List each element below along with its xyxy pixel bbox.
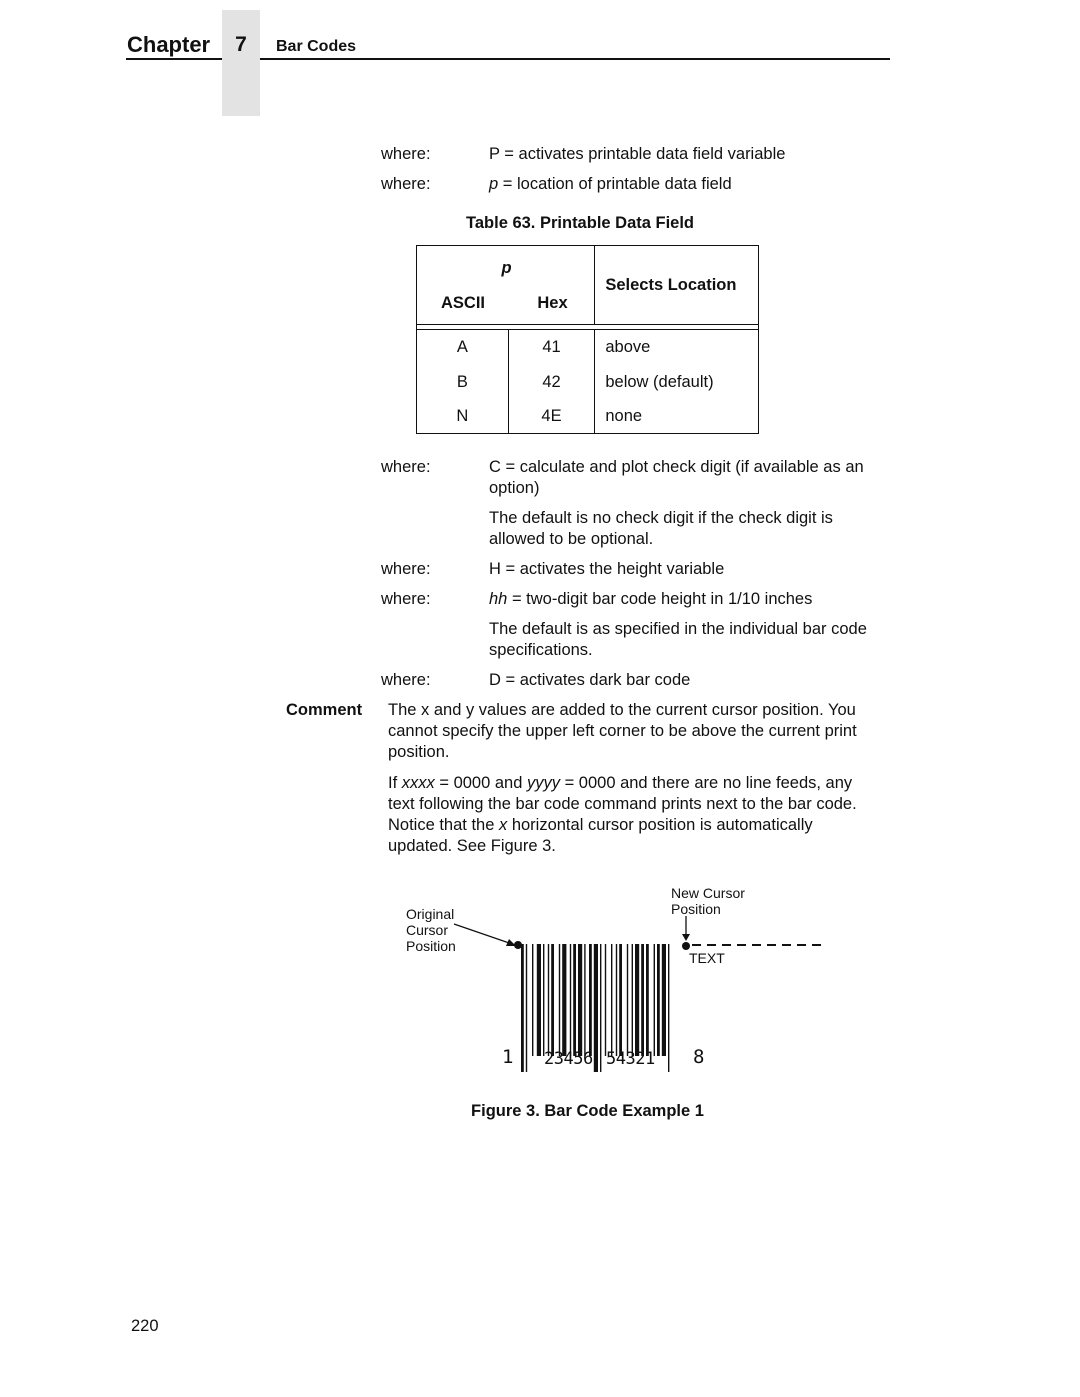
cell-ascii: A xyxy=(417,330,509,365)
label-line: Position xyxy=(671,901,721,917)
original-cursor-arrow xyxy=(454,924,512,944)
chapter-tab xyxy=(222,10,260,116)
cell-location: none xyxy=(595,400,759,434)
text-run: = 0000 and there are no line feeds, any xyxy=(559,774,853,792)
barcode-bar xyxy=(632,944,633,1056)
table-row xyxy=(417,400,759,434)
text-run: If xyxy=(388,774,402,792)
col-selects-header: Selects Location xyxy=(595,246,759,325)
cell-ascii: B xyxy=(417,365,509,400)
barcode-bar xyxy=(600,944,601,1072)
chapter-word: Chapter xyxy=(127,32,211,57)
barcode-bar xyxy=(627,944,628,1056)
barcode-bar xyxy=(570,944,571,1056)
table-caption: Table 63. Printable Data Field xyxy=(466,214,695,232)
cell-location: below (default) xyxy=(595,365,759,400)
var-xxxx: xxxx xyxy=(401,774,435,792)
barcode-bar xyxy=(537,944,541,1056)
var-p: p xyxy=(489,175,499,193)
header-rule-right xyxy=(260,58,890,60)
cell-ascii: N xyxy=(417,400,509,434)
barcode-digit-left: 1 xyxy=(502,1046,514,1068)
chapter-title: Bar Codes xyxy=(276,38,357,55)
barcode-bar xyxy=(605,944,606,1056)
comment-p2-line2: text following the bar code command prints next to the bar code. xyxy=(388,795,857,813)
def-C-note xyxy=(489,508,894,550)
chapter-number: 7 xyxy=(235,33,247,56)
barcode-bar xyxy=(584,944,585,1056)
def-hh xyxy=(489,589,894,610)
barcode-bar xyxy=(551,944,554,1056)
barcode-bar xyxy=(657,944,660,1056)
text-run: = 0000 and xyxy=(434,774,527,792)
def-C-note-line2: allowed to be optional. xyxy=(489,530,654,548)
cell-hex: 4E xyxy=(508,400,595,434)
original-cursor-dot xyxy=(514,941,522,949)
barcode-bar xyxy=(611,944,612,1056)
barcode-bar xyxy=(573,944,576,1056)
comment-p1-line3: position. xyxy=(388,743,450,761)
where-label: where: xyxy=(381,145,431,163)
def-P: P = activates printable data field variable xyxy=(489,145,786,163)
barcode-bar xyxy=(543,944,544,1056)
text-run: horizontal cursor position is automatically xyxy=(507,816,813,834)
table-row xyxy=(417,330,759,365)
barcode-bar xyxy=(532,944,533,1056)
barcode-bar xyxy=(641,944,644,1056)
barcode-bar xyxy=(635,944,639,1056)
barcode-bar xyxy=(616,944,617,1056)
barcode-bar xyxy=(578,944,582,1056)
cell-location: above xyxy=(595,330,759,365)
def-H: H = activates the height variable xyxy=(489,560,725,578)
cell-hex: 42 xyxy=(508,365,595,400)
where-label: where: xyxy=(381,458,431,476)
barcode-bar xyxy=(619,944,622,1056)
text-label: TEXT xyxy=(689,950,725,966)
comment-paragraph-1 xyxy=(388,700,893,763)
label-line: Original xyxy=(406,906,455,922)
barcode-digit-right: 8 xyxy=(693,1046,705,1068)
col-hex-header: Hex xyxy=(537,294,568,312)
barcode-bar xyxy=(548,944,549,1056)
barcode-bar xyxy=(562,944,566,1056)
where-label: where: xyxy=(381,590,431,608)
barcode-bar xyxy=(559,944,560,1056)
label-line: Position xyxy=(406,938,456,954)
barcode-bar xyxy=(521,944,524,1072)
barcode-bar xyxy=(646,944,649,1056)
barcode-digits-group-2: 54321 xyxy=(606,1049,655,1069)
def-C xyxy=(489,457,894,499)
def-C-line1: C = calculate and plot check digit (if available as an xyxy=(489,458,864,476)
barcode-bar xyxy=(589,944,592,1056)
label-line: Cursor xyxy=(406,922,449,938)
barcode-bar xyxy=(594,944,598,1072)
where-label: where: xyxy=(381,175,431,193)
barcode-bar xyxy=(662,944,666,1056)
def-D: D = activates dark bar code xyxy=(489,671,691,689)
new-cursor-dot xyxy=(682,942,690,950)
barcode-digits-group-1: 23456 xyxy=(544,1049,593,1069)
def-hh-note-line1: The default is as specified in the individual bar code xyxy=(489,620,867,638)
cell-hex: 41 xyxy=(508,330,595,365)
var-hh: hh xyxy=(489,590,508,608)
figure-caption: Figure 3. Bar Code Example 1 xyxy=(471,1102,704,1120)
var-x: x xyxy=(498,816,508,834)
barcode-bar xyxy=(654,944,655,1056)
page-number: 220 xyxy=(131,1317,159,1335)
where-label: where: xyxy=(381,671,431,689)
label-line: New Cursor xyxy=(671,885,745,901)
def-hh-note xyxy=(489,619,894,661)
barcode-bar xyxy=(668,944,669,1072)
def-hh-note-line2: specifications. xyxy=(489,641,593,659)
def-hh-text: = two-digit bar code height in 1/10 inches xyxy=(507,590,813,608)
header-rule-left xyxy=(126,58,222,60)
p-group-header: p xyxy=(501,259,512,277)
var-yyyy: yyyy xyxy=(526,774,560,792)
arrow-head xyxy=(682,934,690,941)
text-run: Notice that the xyxy=(388,816,499,834)
comment-label: Comment xyxy=(286,701,363,719)
def-p xyxy=(489,174,894,195)
comment-p2-line3 xyxy=(388,815,893,836)
comment-p2-line1 xyxy=(388,773,893,794)
printable-data-field-table xyxy=(416,245,759,434)
comment-p1-line2: cannot specify the upper left corner to be above the current print xyxy=(388,722,857,740)
def-C-note-line1: The default is no check digit if the check digit is xyxy=(489,509,833,527)
def-C-line2: option) xyxy=(489,479,540,497)
def-p-text: = location of printable data field xyxy=(498,175,732,193)
where-label: where: xyxy=(381,560,431,578)
col-ascii-header: ASCII xyxy=(440,294,485,312)
comment-p2-line4: updated. See Figure 3. xyxy=(388,837,556,855)
comment-p1-line1: The x and y values are added to the current cursor position. You xyxy=(388,701,856,719)
comment-paragraph-2 xyxy=(388,773,893,857)
p-group-header-cell xyxy=(417,246,595,325)
table-row xyxy=(417,365,759,400)
barcode-bar xyxy=(526,944,527,1072)
